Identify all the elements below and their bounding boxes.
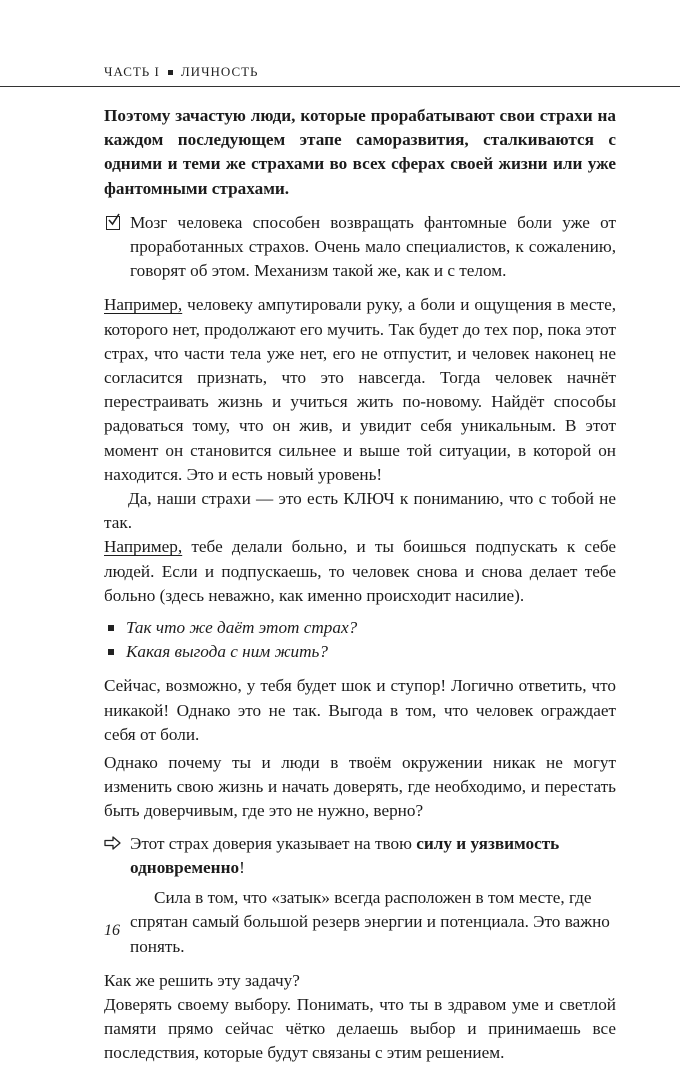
check-note-text: Мозг человека способен возвращать фантомные боли уже от проработанных страхов. Очень мало специалистов, к сожалению, говорят об этом. Механизм такой же, как и с телом.: [130, 212, 616, 281]
list-item: [104, 616, 616, 640]
question-text: Какая выгода с ним жить?: [126, 642, 328, 662]
outline-right-arrow-icon: [104, 834, 122, 859]
strength-paragraph: Сила в том, что «затык» всегда расположен в том месте, где спрятан самый большой резерв энергии и потенциала. Это важно понять.: [130, 888, 610, 956]
arrow-text-bold: силу и уязвимость одновременно: [130, 833, 560, 877]
arrow-note-text: [130, 832, 616, 880]
header-rule: [0, 86, 680, 87]
trust-paragraph: Однако почему ты и люди в твоём окружении никак не могут изменить свою жизнь и начать доверять, где необходимо, и перестать быть доверчивым, где это не нужно, верно?: [104, 753, 616, 821]
example-text-1: человеку ампутировали руку, а боли и ощущения в месте, которого нет, продолжают его мучить. Так будет до тех пор, пока этот страх, что части тела уже нет, его не отпустит, и человек наконец не согласится признать, что это навсегда. Тогда человек начнёт перестраивать жизнь и учиться жить по-новому. Найдёт способы радоваться тому, что он жив, и увидит себя уникальным. В этот момент он становится сильнее и выше той ситуации, в которой он находится. Это и есть новый уровень!: [104, 295, 616, 484]
arrow-text-start: Этот страх доверия указывает на твою: [130, 833, 417, 853]
checkbox-check-icon: [106, 216, 120, 230]
how-question: Как же решить эту задачу?: [104, 970, 300, 990]
running-header-text: [104, 64, 259, 80]
example-paragraph-2: [104, 535, 616, 608]
check-note: [104, 211, 616, 284]
example-text-2: тебе делали больно, и ты боишься подпускать к себе людей. Если и подпускаешь, то человек снова и снова делает тебе больно (здесь неважно, как именно происходит насилие).: [104, 537, 616, 605]
example-lead-1: Например,: [104, 295, 183, 315]
shock-paragraph: Сейчас, возможно, у тебя будет шок и ступор! Логично ответить, что никакой! Однако это не так. Выгода в том, что человек ограждает себя от боли.: [104, 676, 616, 744]
square-bullet-icon: [108, 649, 114, 655]
question-text: Так что же даёт этот страх?: [126, 618, 358, 638]
example-lead-2: Например,: [104, 537, 183, 557]
final-paragraph: Доверять своему выбору. Понимать, что ты в здравом уме и светлой памяти прямо сейчас чётко делаешь выбор и принимаешь все последствия, которые будут связаны с этим решением.: [104, 994, 616, 1063]
example-paragraph-1: [104, 293, 616, 487]
running-header: [0, 64, 694, 90]
square-bullet-icon: [108, 625, 114, 631]
key-paragraph: Да, наши страхи — это есть КЛЮЧ к пониманию, что с тобой не так.: [104, 489, 616, 533]
page-number: 16: [104, 922, 120, 939]
header-section: ЛИЧНОСТЬ: [180, 64, 259, 79]
page-body: [104, 104, 616, 1066]
header-separator-icon: [168, 70, 173, 75]
question-list: [104, 616, 616, 664]
list-item: [104, 640, 616, 664]
bold-paragraph: Поэтому зачастую люди, которые прорабатывают свои страхи на каждом последующем этапе саморазвития, сталкиваются с одними и теми же страхами во всех сферах своей жизни или уже фантомными страхами.: [104, 106, 616, 198]
header-part: ЧАСТЬ I: [104, 64, 160, 79]
arrow-note: [104, 832, 616, 959]
arrow-text-end: !: [239, 857, 245, 877]
